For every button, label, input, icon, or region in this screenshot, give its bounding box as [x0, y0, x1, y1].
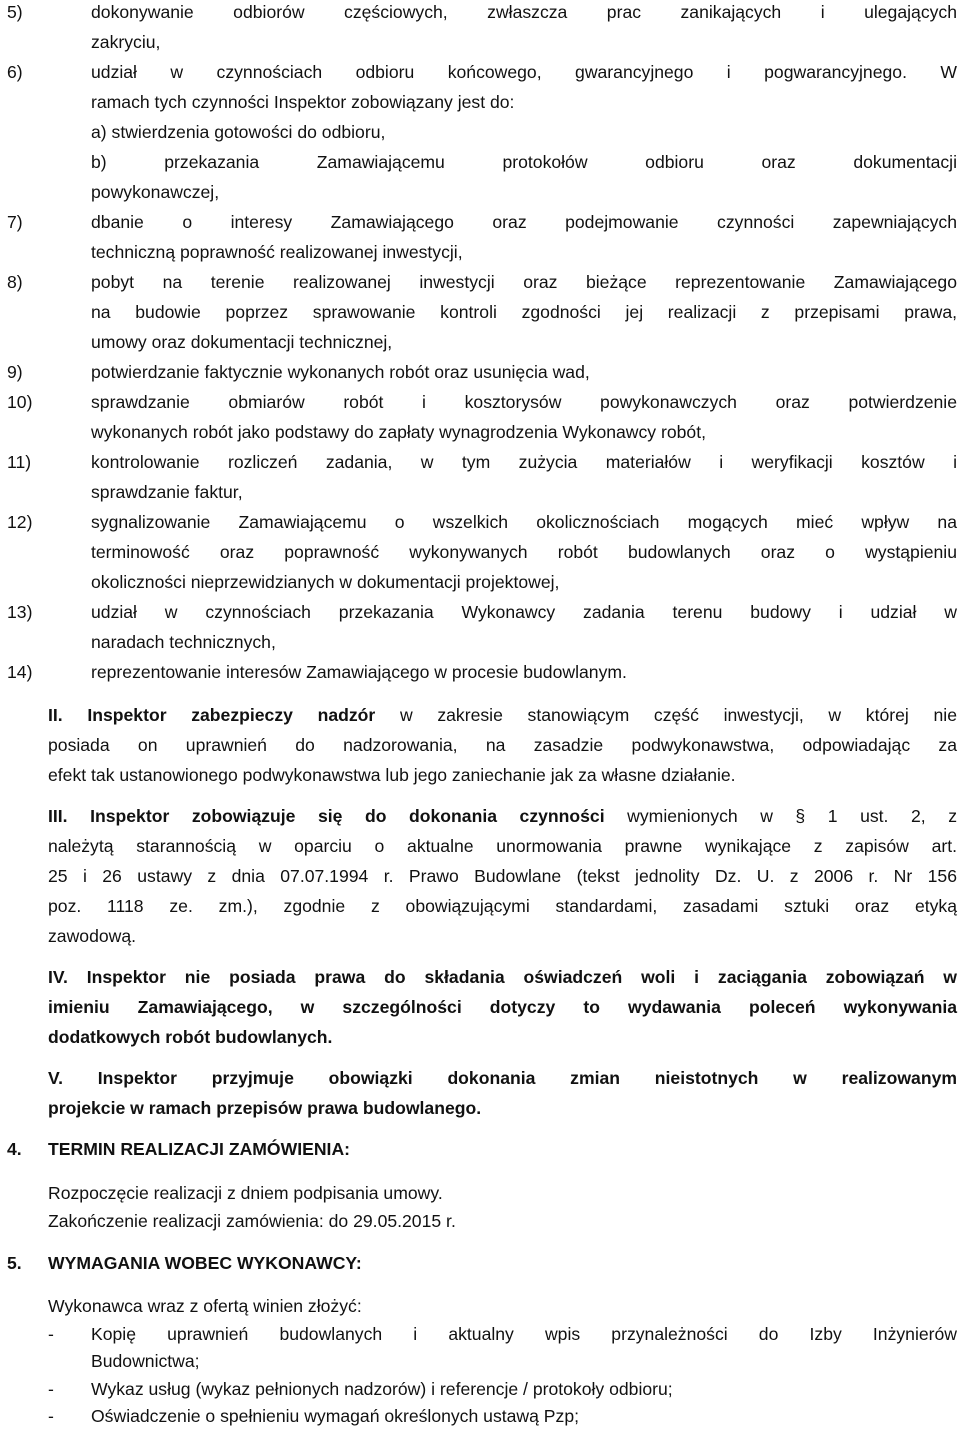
item-5-line-2: zakryciu,: [91, 32, 161, 52]
item-number: 12): [7, 512, 33, 532]
realization-end: Zakończenie realizacji zamówienia: do 29.05.2015 r.: [48, 1211, 456, 1231]
item-6-line-2: ramach tych czynności Inspektor zobowiązany jest do:: [91, 92, 515, 112]
bullet-1-line-1: Kopię uprawnień budowlanych i aktualny wpis przynależności do Izby Inżynierów: [91, 1324, 957, 1344]
section-ii-line-1: [48, 700, 957, 730]
item-10-line-2: wykonanych robót jako podstawy do zapłaty wynagrodzenia Wykonawcy robót,: [91, 422, 706, 442]
section-iv-text: Inspektor nie posiada prawa do składania oświadczeń woli i zaciągania zobowiązań w: [86, 967, 957, 987]
item-13-line-1: udział w czynnościach przekazania Wykonawcy zadania terenu budowy i udział w: [91, 602, 957, 622]
item-number: 14): [7, 662, 33, 682]
section-roman: II.: [48, 705, 63, 725]
section-iii-line-1: [48, 801, 957, 831]
section-5-number: 5.: [7, 1253, 22, 1273]
item-number: 5): [7, 2, 23, 22]
item-8-line-2: na budowie poprzez sprawowanie kontroli zgodności jej realizacji z przepisami prawa,: [91, 302, 957, 322]
section-v-text: Inspektor przyjmuje obowiązki dokonania zmian nieistotnych w realizowanym: [97, 1068, 957, 1088]
realization-start: Rozpoczęcie realizacji z dniem podpisania umowy.: [48, 1183, 443, 1203]
item-6-line-1: udział w czynnościach odbioru końcowego, gwarancyjnego i pogwarancyjnego. W: [91, 62, 957, 82]
item-12-line-1: sygnalizowanie Zamawiającemu o wszelkich okolicznościach mogących mieć wpływ na: [91, 512, 957, 532]
item-6b-line-2: powykonawczej,: [91, 182, 220, 202]
item-10-line-1: sprawdzanie obmiarów robót i kosztorysów powykonawczych oraz potwierdzenie: [91, 392, 957, 412]
section-iii-line-5: zawodową.: [48, 926, 137, 946]
section-5-heading: WYMAGANIA WOBEC WYKONAWCY:: [48, 1253, 362, 1273]
item-7-line-1: dbanie o interesy Zamawiającego oraz podejmowanie czynności zapewniających: [91, 212, 957, 232]
section-iv-line-1: [48, 962, 957, 992]
item-9-line-1: potwierdzanie faktycznie wykonanych robót oraz usunięcia wad,: [91, 362, 590, 382]
item-6b-line-1: b) przekazania Zamawiającemu protokołów odbioru oraz dokumentacji: [91, 152, 957, 172]
item-number: 8): [7, 272, 23, 292]
item-number: 13): [7, 602, 33, 622]
item-11-line-2: sprawdzanie faktur,: [91, 482, 243, 502]
section-iii-bold: Inspektor zobowiązuje się do dokonania czynności: [90, 806, 605, 826]
section-ii-rest: w zakresie stanowiącym część inwestycji, w której nie: [399, 705, 957, 725]
section-5-intro: Wykonawca wraz z ofertą winien złożyć:: [48, 1296, 362, 1316]
item-12-line-3: okoliczności nieprzewidzianych w dokumentacji projektowej,: [91, 572, 560, 592]
item-11-line-1: kontrolowanie rozliczeń zadania, w tym zużycia materiałów i weryfikacji kosztów i: [91, 452, 957, 472]
item-number: 9): [7, 362, 23, 382]
section-roman: V.: [48, 1068, 64, 1088]
section-iv-line-3: dodatkowych robót budowlanych.: [48, 1027, 333, 1047]
item-number: 7): [7, 212, 23, 232]
section-v-line-2: projekcie w ramach przepisów prawa budowlanego.: [48, 1098, 482, 1118]
item-8-line-3: umowy oraz dokumentacji technicznej,: [91, 332, 393, 352]
bullet-1-line-2: Budownictwa;: [91, 1351, 200, 1371]
section-iv-line-2: imieniu Zamawiającego, w szczególności dotyczy to wydawania poleceń wykonywania: [48, 997, 957, 1017]
section-roman: III.: [48, 806, 68, 826]
bullet-3-line-1: Oświadczenie o spełnieniu wymagań określonych ustawą Pzp;: [91, 1406, 579, 1426]
section-4-heading: TERMIN REALIZACJI ZAMÓWIENIA:: [48, 1139, 351, 1159]
item-8-line-1: pobyt na terenie realizowanej inwestycji oraz bieżące reprezentowanie Zamawiającego: [91, 272, 957, 292]
section-4-number: 4.: [7, 1139, 22, 1159]
bullet-2-line-1: Wykaz usług (wykaz pełnionych nadzorów) i referencje / protokoły odbioru;: [91, 1379, 673, 1399]
item-7-line-2: techniczną poprawność realizowanej inwestycji,: [91, 242, 463, 262]
section-ii-line-2: posiada on uprawnień do nadzorowania, na zasadzie podwykonawstwa, odpowiadając za: [48, 735, 957, 755]
section-iii-line-2: należytą starannością w oparciu o aktualne unormowania prawne wynikające z zapisów art.: [48, 836, 957, 856]
item-number: 6): [7, 62, 23, 82]
bullet-dash: -: [48, 1406, 54, 1426]
section-iii-rest: wymienionych w § 1 ust. 2, z: [627, 806, 957, 826]
bullet-dash: -: [48, 1379, 54, 1399]
section-v-line-1: [48, 1063, 957, 1093]
item-6a: a) stwierdzenia gotowości do odbioru,: [91, 122, 386, 142]
item-12-line-2: terminowość oraz poprawność wykonywanych robót budowlanych oraz o wystąpieniu: [91, 542, 957, 562]
item-13-line-2: naradach technicznych,: [91, 632, 276, 652]
section-iii-line-3: 25 i 26 ustawy z dnia 07.07.1994 r. Prawo Budowlane (tekst jednolity Dz. U. z 2006 r. Nr 156: [48, 866, 957, 886]
section-ii-line-3: efekt tak ustanowionego podwykonawstwa lub jego zaniechanie jak za własne działanie.: [48, 765, 736, 785]
section-roman: IV.: [48, 967, 68, 987]
item-number: 10): [7, 392, 33, 412]
item-5-line-1: dokonywanie odbiorów częściowych, zwłaszcza prac zanikających i ulegających: [91, 2, 957, 22]
item-14-line-1: reprezentowanie interesów Zamawiającego w procesie budowlanym.: [91, 662, 627, 682]
section-ii-bold: Inspektor zabezpieczy nadzór: [87, 705, 376, 725]
bullet-dash: -: [48, 1324, 54, 1344]
item-number: 11): [7, 452, 32, 472]
section-iii-line-4: poz. 1118 ze. zm.), zgodnie z obowiązującymi standardami, zasadami sztuki oraz etyką: [48, 896, 957, 916]
